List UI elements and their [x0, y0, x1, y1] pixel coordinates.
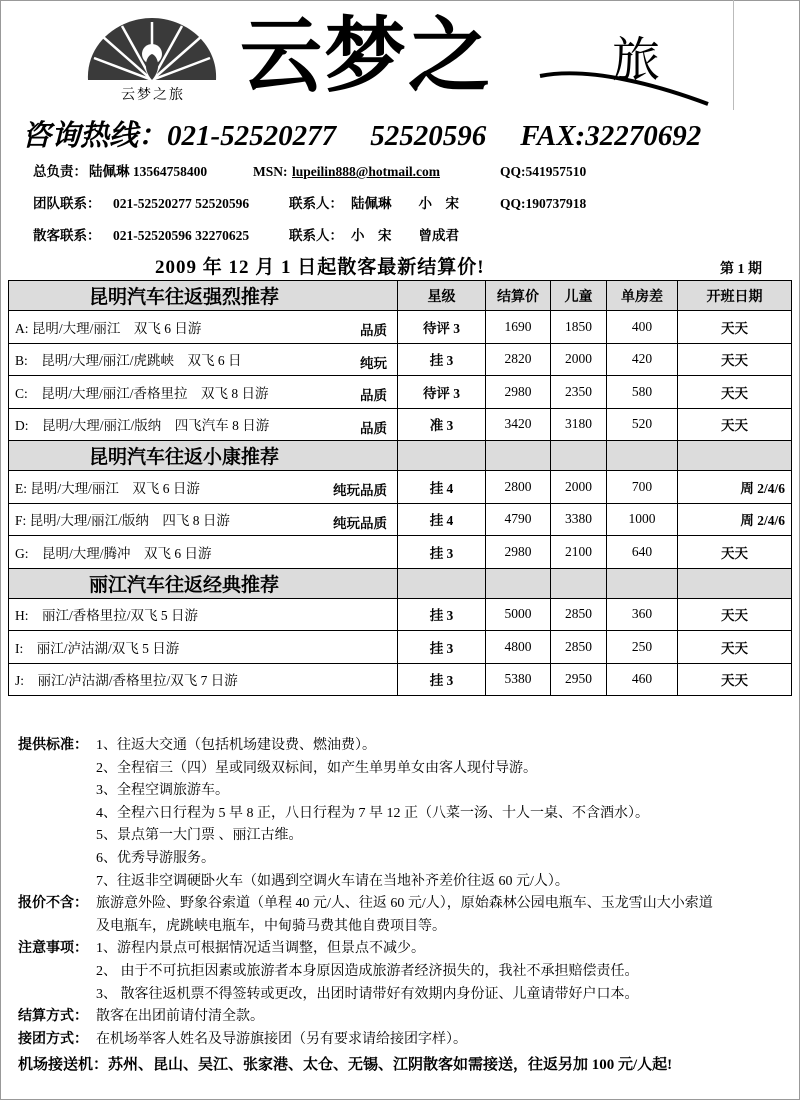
star-cell: 挂 3: [398, 631, 486, 664]
col-header-star: 星级: [398, 281, 486, 311]
excluded-text: 及电瓶车，虎跳峡电瓶车，中甸骑马费其他自费项目等。: [96, 918, 446, 934]
standards-row: [18, 735, 793, 758]
standards-label: 提供标准：: [18, 738, 88, 753]
section-title: 昆明汽车往返小康推荐: [9, 441, 398, 471]
route-tag: 品质: [360, 323, 387, 338]
standards-item: 7、往返非空调硬卧火车（如遇到空调火车请在当地补齐差价往返 60 元/人）。: [96, 873, 569, 889]
price-table: [8, 280, 792, 696]
table-row[interactable]: [9, 663, 792, 696]
star-cell: 待评 3: [398, 376, 486, 409]
price-cell: 3420: [486, 408, 551, 441]
manager-label: 总负责：: [33, 164, 87, 179]
single-cell: 580: [607, 376, 678, 409]
reception-label: 接团方式：: [18, 1031, 88, 1047]
table-row[interactable]: [9, 631, 792, 664]
schedule-cell: 天天: [678, 343, 792, 376]
price-cell: 5380: [486, 663, 551, 696]
single-cell: 460: [607, 663, 678, 696]
price-cell: 5000: [486, 598, 551, 631]
company-logo: [82, 14, 222, 106]
excluded-text: 旅游意外险、野象谷索道（单程 40 元/人、往返 60 元/人），原始森林公园电瓶车、玉龙雪山大小索道: [96, 896, 713, 912]
table-row[interactable]: [9, 376, 792, 409]
group-phones: 021-52520277 52520596: [113, 196, 250, 211]
route-name: A: 昆明/大理/丽江 双飞 6 日游 品质: [9, 311, 398, 344]
child-cell: 3180: [551, 408, 607, 441]
price-cell: 2980: [486, 376, 551, 409]
col-header-schedule: 开班日期: [678, 281, 792, 311]
standards-item: 1、往返大交通（包括机场建设费、燃油费）。: [96, 738, 376, 753]
schedule-cell: 天天: [678, 598, 792, 631]
notices-row: [18, 938, 793, 961]
hotline-phone-1[interactable]: 021-52520277: [167, 120, 337, 152]
table-row[interactable]: [9, 598, 792, 631]
route-name: G: 昆明/大理/腾冲 双飞 6 日游: [9, 536, 398, 569]
hotline-phone-2[interactable]: 52520596: [370, 120, 487, 152]
route-tag: 品质: [360, 388, 387, 403]
fax-number: FAX:32270692: [520, 120, 702, 152]
route-name: F: 昆明/大理/丽江/版纳 四飞 8 日游 纯玩品质: [9, 503, 398, 536]
price-cell: 4790: [486, 503, 551, 536]
excluded-row: [18, 893, 793, 916]
single-cell: 400: [607, 311, 678, 344]
table-row[interactable]: [9, 536, 792, 569]
route-tag: 纯玩品质: [333, 515, 387, 531]
child-cell: 2100: [551, 536, 607, 569]
brush-stroke-icon: [240, 6, 710, 110]
brand-title-small: 旅: [612, 32, 661, 88]
table-row[interactable]: [9, 503, 792, 536]
section-title: 昆明汽车往返强烈推荐: [9, 281, 398, 311]
group-qq: QQ:190737918: [500, 196, 587, 211]
route-name: I: 丽江/泸沽湖/双飞 5 日游: [9, 631, 398, 664]
route-name: C: 昆明/大理/丽江/香格里拉 双飞 8 日游 品质: [9, 376, 398, 409]
route-name: J: 丽江/泸沽湖/香格里拉/双飞 7 日游: [9, 663, 398, 696]
star-cell: 挂 4: [398, 503, 486, 536]
excluded-label: 报价不含：: [18, 896, 88, 912]
logo-caption: 云梦之旅: [121, 87, 185, 103]
route-name: E: 昆明/大理/丽江 双飞 6 日游 纯玩品质: [9, 471, 398, 504]
price-cell: 4800: [486, 631, 551, 664]
schedule-cell: 周 2/4/6: [678, 503, 792, 536]
price-headline: 2009 年 12 月 1 日起散客最新结算价!: [155, 257, 485, 278]
child-cell: 2950: [551, 663, 607, 696]
notice-item: 1、游程内景点可根据情况适当调整，但景点不减少。: [96, 941, 425, 957]
single-cell: 640: [607, 536, 678, 569]
price-cell: 2980: [486, 536, 551, 569]
child-cell: 2350: [551, 376, 607, 409]
table-row[interactable]: [9, 311, 792, 344]
route-tag: 品质: [360, 420, 387, 436]
star-cell: 挂 4: [398, 471, 486, 504]
reception-text: 在机场举客人姓名及导游旗接团（另有要求请给接团字样）。: [96, 1031, 467, 1047]
price-cell: 2820: [486, 343, 551, 376]
child-cell: 2000: [551, 471, 607, 504]
section-header-row: [9, 281, 792, 311]
individual-label: 散客联系：: [33, 228, 101, 243]
msn-email-link[interactable]: lupeilin888@hotmail.com: [292, 164, 440, 179]
reception-row: [18, 1029, 793, 1052]
star-cell: 挂 3: [398, 598, 486, 631]
route-name: H: 丽江/香格里拉/双飞 5 日游: [9, 598, 398, 631]
star-cell: 挂 3: [398, 343, 486, 376]
notice-item: 3、 散客往返机票不得签转或更改，出团时请带好有效期内身份证、儿童请带好户口本。: [96, 986, 639, 1002]
child-cell: 2850: [551, 598, 607, 631]
transfer-row: [18, 1054, 793, 1077]
col-header-price: 结算价: [486, 281, 551, 311]
route-tag: 纯玩: [360, 355, 387, 371]
group-person-label: 联系人：: [289, 196, 343, 211]
route-tag: 纯玩品质: [333, 483, 387, 498]
table-row[interactable]: [9, 408, 792, 441]
single-cell: 250: [607, 631, 678, 664]
issue-number: 第 1 期: [720, 262, 762, 277]
brand-title: [240, 6, 710, 110]
price-cell: 2800: [486, 471, 551, 504]
single-cell: 1000: [607, 503, 678, 536]
hotline-label: 咨询热线：: [22, 120, 168, 152]
settlement-label: 结算方式：: [18, 1009, 88, 1025]
schedule-cell: 天天: [678, 311, 792, 344]
standards-item: 3、全程空调旅游车。: [96, 783, 229, 799]
star-cell: 挂 3: [398, 663, 486, 696]
individual-person-label: 联系人：: [289, 228, 343, 243]
manager-qq: QQ:541957510: [500, 164, 587, 179]
schedule-cell: 天天: [678, 536, 792, 569]
schedule-cell: 天天: [678, 408, 792, 441]
star-cell: 挂 3: [398, 536, 486, 569]
settlement-text: 散客在出团前请付清全款。: [96, 1009, 264, 1025]
terms-section: [18, 735, 793, 1077]
star-cell: 准 3: [398, 408, 486, 441]
single-cell: 420: [607, 343, 678, 376]
table-row[interactable]: [9, 343, 792, 376]
route-name: B: 昆明/大理/丽江/虎跳峡 双飞 6 日 纯玩: [9, 343, 398, 376]
manager-name-phone: 陆佩琳 13564758400: [89, 164, 208, 179]
msn-label: MSN:: [253, 164, 288, 179]
peacock-emblem-icon: [82, 14, 222, 86]
standards-item: 5、景点第一大门票 、丽江古维。: [96, 828, 303, 844]
section-header-row: [9, 441, 792, 471]
section-header-row: [9, 568, 792, 598]
col-header-child: 儿童: [551, 281, 607, 311]
single-cell: 360: [607, 598, 678, 631]
standards-item: 4、全程六日行程为 5 早 8 正，八日行程为 7 早 12 正（八菜一汤、十人一桌、不含酒水）。: [96, 805, 649, 821]
group-persons: 陆佩琳 小 宋: [351, 196, 459, 211]
individual-phones: 021-52520596 32270625: [113, 228, 250, 243]
individual-persons: 小 宋 曾成君: [351, 228, 459, 243]
header-divider: [733, 0, 734, 110]
schedule-cell: 天天: [678, 376, 792, 409]
notices-label: 注意事项：: [18, 941, 88, 957]
child-cell: 2000: [551, 343, 607, 376]
settlement-row: [18, 1006, 793, 1029]
hotline-bar: [22, 118, 701, 154]
single-cell: 520: [607, 408, 678, 441]
brand-title-main: 云梦之: [240, 8, 493, 104]
group-label: 团队联系：: [33, 196, 101, 211]
child-cell: 2850: [551, 631, 607, 664]
notice-item: 2、 由于不可抗拒因素或旅游者本身原因造成旅游者经济损失的，我社不承担赔偿责任。: [96, 963, 639, 979]
schedule-cell: 天天: [678, 631, 792, 664]
single-cell: 700: [607, 471, 678, 504]
section-title: 丽江汽车往返经典推荐: [9, 568, 398, 598]
standards-item: 6、优秀导游服务。: [96, 850, 215, 866]
schedule-cell: 天天: [678, 663, 792, 696]
transfer-text: 机场接送机：苏州、昆山、吴江、张家港、太仓、无锡、江阴散客如需接送，往返另加 100 元/人起!: [18, 1057, 673, 1074]
table-row[interactable]: [9, 471, 792, 504]
route-name: D: 昆明/大理/丽江/版纳 四飞汽车 8 日游 品质: [9, 408, 398, 441]
standards-item: 2、全程宿三（四）星或同级双标间，如产生单男单女由客人现付导游。: [96, 760, 537, 776]
star-cell: 待评 3: [398, 311, 486, 344]
child-cell: 3380: [551, 503, 607, 536]
child-cell: 1850: [551, 311, 607, 344]
price-cell: 1690: [486, 311, 551, 344]
schedule-cell: 周 2/4/6: [678, 471, 792, 504]
col-header-single: 单房差: [607, 281, 678, 311]
